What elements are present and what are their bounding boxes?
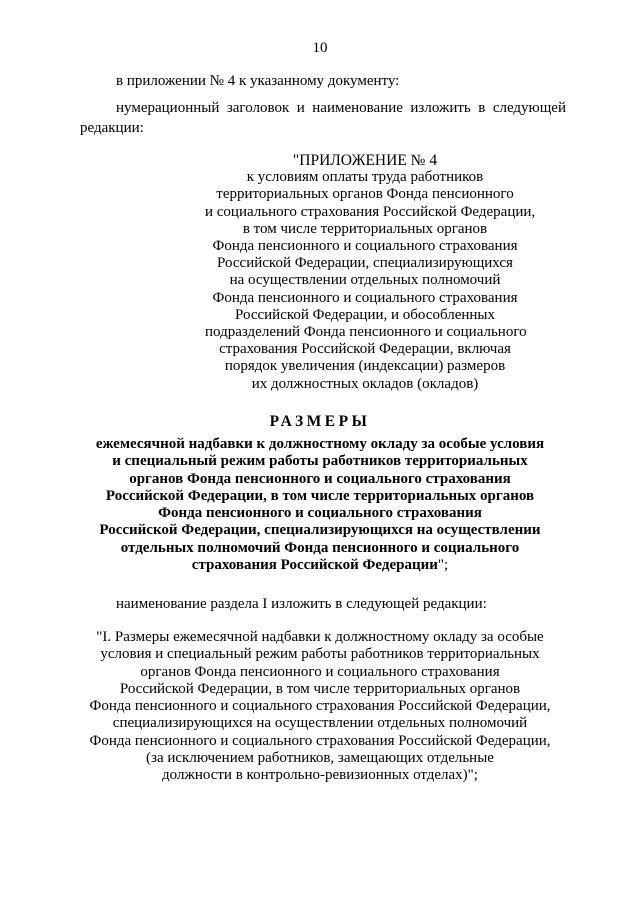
appendix-line: Российской Федерации, специализирующихся [217, 255, 513, 272]
subtitle-last-line [60, 557, 580, 574]
section-line: Фонда пенсионного и социального страхования Российской Федерации, [89, 698, 551, 715]
subtitle-line: Российской Федерации, специализирующихся на осуществлении [99, 522, 541, 539]
page-number: 10 [312, 40, 328, 56]
appendix-line: подразделений Фонда пенсионного и социального [205, 324, 527, 341]
appendix-line: к условиям оплаты труда работников [246, 169, 484, 186]
appendix-line: их должностных окладов (окладов) [251, 375, 479, 392]
section-intro-paragraph: наименование раздела I изложить в следующей редакции: [116, 596, 487, 612]
section-line: органов Фонда пенсионного и социального страхования [140, 663, 500, 680]
section-line: должности в контрольно-ревизионных отделах)"; [162, 767, 478, 784]
appendix-line: порядок увеличения (индексации) размеров [224, 358, 506, 375]
subtitle-line-text: страхования Российской Федерации [191, 557, 438, 574]
appendix-line: страхования Российской Федерации, включая [219, 341, 511, 358]
section-heading-block [60, 629, 580, 785]
section-line: Российской Федерации, в том числе территориальных органов [119, 680, 521, 697]
closing-quote: "; [437, 557, 449, 574]
razmery-subtitle-block [60, 436, 580, 574]
subtitle-line: отдельных полномочий Фонда пенсионного и социального [120, 539, 520, 556]
subtitle-line: органов Фонда пенсионного и социального страхования [129, 470, 511, 487]
intro-line-1: в приложении № 4 к указанному документу: [116, 73, 400, 89]
appendix-line: в том числе территориальных органов [242, 220, 488, 237]
appendix-line: на осуществлении отдельных полномочий [229, 272, 501, 289]
appendix-line: Фонда пенсионного и социального страхования [212, 289, 518, 306]
subtitle-line: Фонда пенсионного и социального страхования [158, 505, 482, 522]
appendix-line: территориальных органов Фонда пенсионного [216, 186, 514, 203]
appendix-heading-block [205, 152, 536, 393]
intro-paragraph-2 [80, 98, 566, 138]
appendix-line: Фонда пенсионного и социального страхования [212, 238, 518, 255]
subtitle-line: ежемесячной надбавки к должностному окладу за особые условия [95, 436, 545, 452]
section-line: (за исключением работников, замещающих отдельные [146, 750, 494, 767]
section-line: Фонда пенсионного и социального страхования Российской Федерации, [89, 732, 551, 749]
section-line: "I. Размеры ежемесячной надбавки к должностному окладу за особые [96, 629, 544, 645]
appendix-line: Российской Федерации, и обособленных [235, 306, 495, 323]
intro-line-2b: редакции: [80, 120, 144, 136]
appendix-title: "ПРИЛОЖЕНИЕ № 4 [292, 152, 438, 169]
section-line: специализирующихся на осуществлении отдельных полномочий [112, 715, 528, 732]
appendix-line: и социального страхования Российской Федерации, [205, 203, 536, 220]
document-title-razmery: РАЗМЕРЫ [269, 413, 371, 430]
subtitle-line: и специальный режим работы работников территориальных [112, 453, 528, 470]
intro-line-2a: нумерационный заголовок и наименование изложить в следующей [116, 100, 566, 116]
section-line: условия и специальный режим работы работников территориальных [100, 646, 540, 663]
intro-paragraph-1 [80, 71, 566, 91]
subtitle-line: Российской Федерации, в том числе территориальных органов [105, 487, 535, 504]
